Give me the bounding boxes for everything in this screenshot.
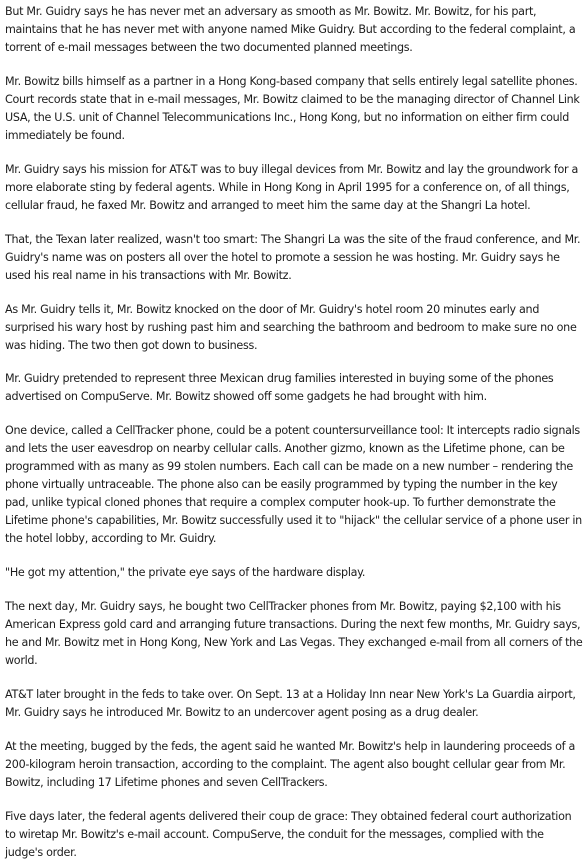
paragraph: But Mr. Guidry says he has never met an adversary as smooth as Mr. Bowitz. Mr. Bowitz, for his part, maintains that he has never met with anyone named Mike Guidry. But according to the federal complaint, a torrent of e-mail messages between the two documented planned meetings.: [5, 5, 576, 54]
paragraph: Mr. Guidry says his mission for AT&T was to buy illegal devices from Mr. Bowitz and lay the groundwork for a more elaborate sting by federal agents. While in Hong Kong in April 1995 for a conference on, of all things, cellular fraud, he faxed Mr. Bowitz and arranged to meet him the same day at the Shangri La hotel.: [5, 162, 579, 212]
paragraph: Mr. Bowitz bills himself as a partner in a Hong Kong-based company that sells entirely legal satellite phones. Court records state that in e-mail messages, Mr. Bowitz claimed to be the managing director of Channel Link USA, the U.S. unit of Channel Telecommunications Inc., Hong Kong, but no information on either firm could immediately be found.: [5, 74, 580, 142]
paragraph: The next day, Mr. Guidry says, he bought two CellTracker phones from Mr. Bowitz, paying $2,100 with his American Express gold card and arranging future transactions. During the next few months, Mr. Guidry says, he and Mr. Bowitz met in Hong Kong, New York and Las Vegas. They exchanged e-mail from all corners of the world.: [5, 600, 583, 668]
paragraph: As Mr. Guidry tells it, Mr. Bowitz knocked on the door of Mr. Guidry's hotel room 20 minutes early and surprised his wary host by rushing past him and searching the bathroom and bedroom to make sure no one was hiding. The two then got down to business.: [5, 302, 577, 352]
paragraph: One device, called a CellTracker phone, could be a potent countersurveillance tool: It intercepts radio signals and lets the user eavesdrop on nearby cellular calls. Another gizmo, known as the Lifetime phone, can be programmed with as many as 99 stolen numbers. Each call can be made on a new number – rendering the phone virtually untraceable. The phone also can be easily programmed by typing the number in the key pad, unlike typical cloned phones that require a complex computer hook-up. To further demonstrate the Lifetime phone's capabilities, Mr. Bowitz successfully used it to "hijack" the cellular service of a phone user in the hotel lobby, according to Mr. Guidry.: [5, 424, 582, 546]
paragraph: At the meeting, bugged by the feds, the agent said he wanted Mr. Bowitz's help in laundering proceeds of a 200-kilogram heroin transaction, according to the complaint. The agent also bought cellular gear from Mr. Bowitz, including 17 Lifetime phones and seven CellTrackers.: [5, 739, 576, 789]
paragraph: "He got my attention," the private eye says of the hardware display.: [5, 566, 366, 580]
paragraph: AT&T later brought in the feds to take over. On Sept. 13 at a Holiday Inn near New York's La Guardia airport, Mr. Guidry says he introduced Mr. Bowitz to an undercover agent posing as a drug dealer.: [5, 688, 576, 720]
paragraph: Five days later, the federal agents delivered their coup de grace: They obtained federal court authorization to wiretap Mr. Bowitz's e-mail account. CompuServe, the conduit for the messages, complied with the judge's order.: [5, 809, 572, 859]
paragraph: Mr. Guidry pretended to represent three Mexican drug families interested in buying some of the phones advertised on CompuServe. Mr. Bowitz showed off some gadgets he had brought with him.: [5, 372, 554, 404]
paragraph: That, the Texan later realized, wasn't too smart: The Shangri La was the site of the fraud conference, and Mr. Guidry's name was on posters all over the hotel to promote a session he was hosting. Mr. Guidry says he used his real name in his transactions with Mr. Bowitz.: [5, 232, 581, 282]
